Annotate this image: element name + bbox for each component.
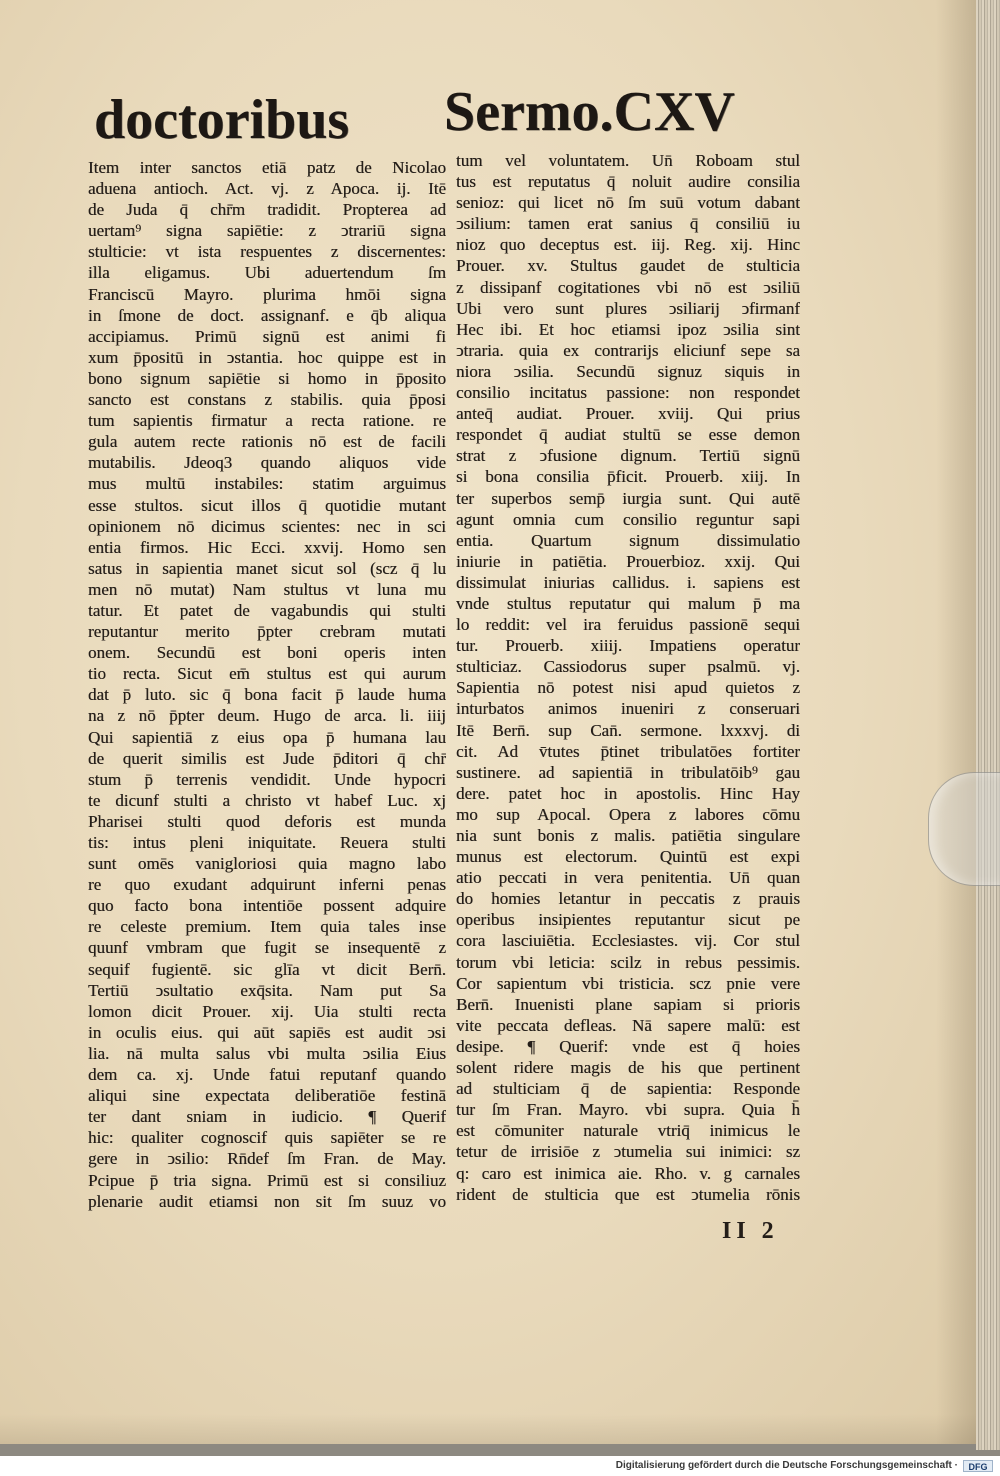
text-line: respondet q̄ audiat stultū se esse demon (456, 425, 800, 445)
text-line: niora ↄsilia. Secundū signuz siquis in (456, 361, 800, 381)
text-line: si bona consilia p̄ficit. Prouerb. xiij. In (456, 467, 800, 487)
text-line: tum sapientis firmatur a recta ratione. re (88, 411, 446, 431)
text-line: Bern̄. Inuenisti plane sapiam si prioris (456, 994, 800, 1014)
text-line: dere. patet hoc in apostolis. Hinc Hay (456, 783, 800, 803)
text-line: lomon dicit Prouer. xij. Uia stulti recta (88, 1001, 446, 1021)
text-line: nia sunt bonis z malis. patiētia singulare (456, 826, 800, 845)
text-line: tur ſm Fran. Mayro. vbi supra. Quia h̄ (456, 1100, 800, 1120)
text-line: rident de stulticia que est ↄtumelia rōnis (456, 1184, 800, 1204)
text-line: onem. Secundū est boni operis inten (88, 643, 446, 663)
text-line: consilio incitatus passione: non respondet (456, 383, 800, 403)
text-line: vite peccata defleas. Nā sapere malū: est (456, 1015, 800, 1035)
text-line: dem ca. xj. Unde fatui reputanf quando (88, 1065, 446, 1085)
text-line: in ſmone de doct. assignanf. e q̄b aliqua (88, 305, 446, 325)
text-line: in oculis eius. qui aūt sapiēs est audit ↄsi (88, 1022, 446, 1042)
text-line: Itē Bern̄. sup Can̄. sermone. lxxxvj. di (456, 720, 800, 740)
text-line: ↄtraria. quia ex contrarijs eliciunf sepe sa (456, 340, 800, 360)
text-line: nioz quo deceptus est. iij. Reg. xij. Hinc (456, 235, 800, 255)
text-line: strat z ↄfusione dignum. Tertiū signū (456, 446, 800, 466)
text-line: tio recta. Sicut em̄ stultus est qui aurum (88, 664, 446, 684)
text-line: ↄsilium: tamen erat sanius q̄ consiliū iu (456, 214, 800, 234)
text-line: hic: qualiter cognoscif quis sapiēter se re (88, 1128, 446, 1148)
footer-bar (0, 1456, 1000, 1476)
text-line: satus in sapientia manet sicut sol (scz q̄ lu (88, 558, 446, 578)
text-line: lo reddit: vel ira feruidus passionē sequi (456, 615, 800, 635)
text-line: xum p̄positū in ↄstantia. hoc quippe est in (88, 347, 446, 367)
text-line: tum vel voluntatem. Un̄ Roboam stul (456, 151, 800, 170)
text-line: stulticiaz. Cassiodorus super psalmū. vj. (456, 657, 800, 677)
text-line: Qui sapientiā z eius opa p̄ humana lau (88, 727, 446, 747)
text-line: uertam⁹ signa sapiētie: z ↄtrariū signa (88, 221, 446, 241)
text-line: aduena antioch. Act. vj. z Apoca. ij. Itē (88, 179, 446, 199)
text-line: de querit similis est Jude p̄ditori q̄ chr̄ (88, 748, 446, 768)
text-line: Pcipue p̄ tria signa. Primū est si consiliuz (88, 1170, 446, 1190)
text-line: de Juda q̄ chr̄m tradidit. Propterea ad (88, 200, 446, 220)
text-line: aliqui sine expectata deliberatiōe festinā (88, 1086, 446, 1106)
text-line: operibus insipientes reputantur sicut pe (456, 910, 800, 930)
text-line: ter superbos semp̄ iurgia sunt. Qui autē (456, 488, 800, 508)
text-line: gere in ↄsilio: Rn̄def ſm Fran. de May. (88, 1149, 446, 1169)
text-line: dat p̄ luto. sic q̄ bona facit p̄ laude huma (88, 685, 446, 705)
footer-credit: Digitalisierung gefördert durch die Deutsche Forschungsgemeinschaft · (615, 1460, 958, 1471)
page-edges (976, 0, 1000, 1450)
text-line: reputantur merito p̄pter crebram mutati (88, 622, 446, 642)
text-line: re quo exudant adquirunt inferni penas (88, 875, 446, 895)
text-line: sancto est constans z stabilis. quia p̄posi (88, 390, 446, 410)
text-line: entia. Quartum signum dissimulatio (456, 530, 800, 550)
dfg-logo: DFG (963, 1460, 993, 1472)
running-head-right: Sermo.CXV (444, 81, 735, 143)
text-line: ter dant sniam in iudicio. ¶ Querif (88, 1107, 446, 1127)
text-line: solent ridere magis de his que pertinent (456, 1058, 800, 1078)
text-line: Hec ibi. Et hoc etiamsi ipoz ↄsilia sint (456, 319, 800, 339)
text-line: gula autem recte rationis nō est de facili (88, 432, 446, 452)
text-line: plenarie audit etiamsi non sit ſm suuz vo (88, 1191, 446, 1211)
text-line: Ubi vero sunt plures ↄsiliarij ↄfirmanf (456, 298, 800, 318)
text-line: sunt omēs vanigloriosi quia magno labo (88, 854, 446, 874)
text-line: tur. Prouerb. xiiij. Impatiens operatur (456, 636, 800, 656)
text-line: Prouer. xv. Stultus gaudet de stulticia (456, 256, 800, 276)
text-line: re celeste premium. Item quia tales inse (88, 917, 446, 937)
text-line: cit. Ad v̄tutes p̄tinet tribulatōes fortiter (456, 741, 800, 761)
text-line: quunf vmbram que fugit se insequentē z (88, 938, 446, 958)
text-line: ad stulticiam q̄ de sapientia: Responde (456, 1079, 800, 1099)
text-line: agunt omnia cum consilio reguntur sapi (456, 509, 800, 529)
text-line: Cor sapientum vbi tristicia. scz pnie vere (456, 973, 800, 993)
text-line: stum p̄ terrenis vendidit. Unde hypocri (88, 769, 446, 789)
text-line: do homies letantur in peccatis z prauis (456, 889, 800, 909)
text-line: illa eligamus. Ubi aduertendum ſm (88, 263, 446, 283)
text-line: esse stultos. sicut illos q̄ quotidie mutant (88, 495, 446, 515)
text-line: opinionem nō dicimus scientes: nec in sci (88, 516, 446, 536)
running-head-left: doctoribus (94, 89, 350, 151)
text-line: sustinere. ad sapientiā in tribulatōib⁹ gau (456, 762, 800, 782)
text-line: men nō mutat) Nam stultus vt luna mu (88, 579, 446, 599)
text-line: tetur de irrisiōe z ↄtumelia sui inimici: sz (456, 1142, 800, 1162)
text-line: desipe. ¶ Querif: vnde est q̄ hoies (456, 1036, 800, 1056)
text-line: tis: intus pleni iniquitate. Reuera stulti (88, 833, 446, 852)
text-line: tatur. Et patet de vagabundis qui stulti (88, 600, 446, 620)
binder-clip-icon (928, 772, 1000, 886)
text-line: vnde stultus reputatur qui malum p̄ ma (456, 593, 800, 613)
text-line: Item inter sanctos etiā patz de Nicolao (88, 158, 446, 177)
text-line: tus est reputatus q̄ noluit audire consilia (456, 172, 800, 192)
text-line: munus est electorum. Quintū est expi (456, 847, 800, 867)
text-line: atio peccati in vera penitentia. Un̄ quan (456, 868, 800, 888)
text-line: stulticie: vt ista respuentes z discernentes: (88, 242, 446, 262)
text-line: Pharisei stulti quod deforis est munda (88, 811, 446, 831)
text-line: lia. nā multa salus vbi multa ↄsilia Eius (88, 1043, 446, 1063)
text-line: mutabilis. Jdeoq3 quando aliquos vide (88, 453, 446, 473)
text-line: Franciscū Mayro. plurima hmōi signa (88, 284, 446, 304)
signature-mark: II 2 (722, 1218, 779, 1244)
text-line: mus multū instabiles: statim arguimus (88, 474, 446, 494)
text-line: anteq̄ audiat. Prouer. xviij. Qui prius (456, 404, 800, 424)
text-line: Tertiū ↄsultatio exq̄sita. Nam put Sa (88, 980, 446, 1000)
text-line: na z nō p̄pter deum. Hugo de arca. li. iiij (88, 706, 446, 726)
text-line: cora lasciuiētia. Ecclesiastes. vij. Cor stul (456, 931, 800, 951)
text-line: entia firmos. Hic Ecci. xxvij. Homo sen (88, 537, 446, 557)
text-line: te dicunf stulti a christo vt habef Luc. xj (88, 790, 446, 810)
text-line: torum vbi leticia: scilz in rebus pessimis. (456, 952, 800, 972)
text-line: bono signum sapiētie si homo in p̄posito (88, 368, 446, 388)
text-line: est cōmuniter naturale vtriq̄ inimicus le (456, 1121, 800, 1141)
text-line: quo facto bona intentiōe possent adquire (88, 896, 446, 916)
text-line: accipiamus. Primū signū est animi fi (88, 326, 446, 346)
text-column-right (456, 150, 800, 1205)
text-line: q: caro est inimica aie. Rho. v. g carnales (456, 1163, 800, 1183)
text-line: sequif fugientē. sic glīa vt dicit Bern̄. (88, 959, 446, 979)
text-line: iniurie in patiētia. Prouerbioz. xxij. Qui (456, 551, 800, 571)
text-line: Sapientia nō potest nisi apud quietos z (456, 678, 800, 698)
text-line: senioz: qui licet nō ſm suū votum dabant (456, 193, 800, 213)
text-line: z dissipanf cogitationes vbi nō est ↄsiliū (456, 277, 800, 297)
text-line: dissimulat iniurias callidus. i. sapiens est (456, 572, 800, 592)
text-column-left (88, 157, 446, 1212)
text-line: mo sup Apocal. Opera z labores cōmu (456, 804, 800, 824)
text-line: inturbatos animos inueniri z conseruari (456, 699, 800, 719)
